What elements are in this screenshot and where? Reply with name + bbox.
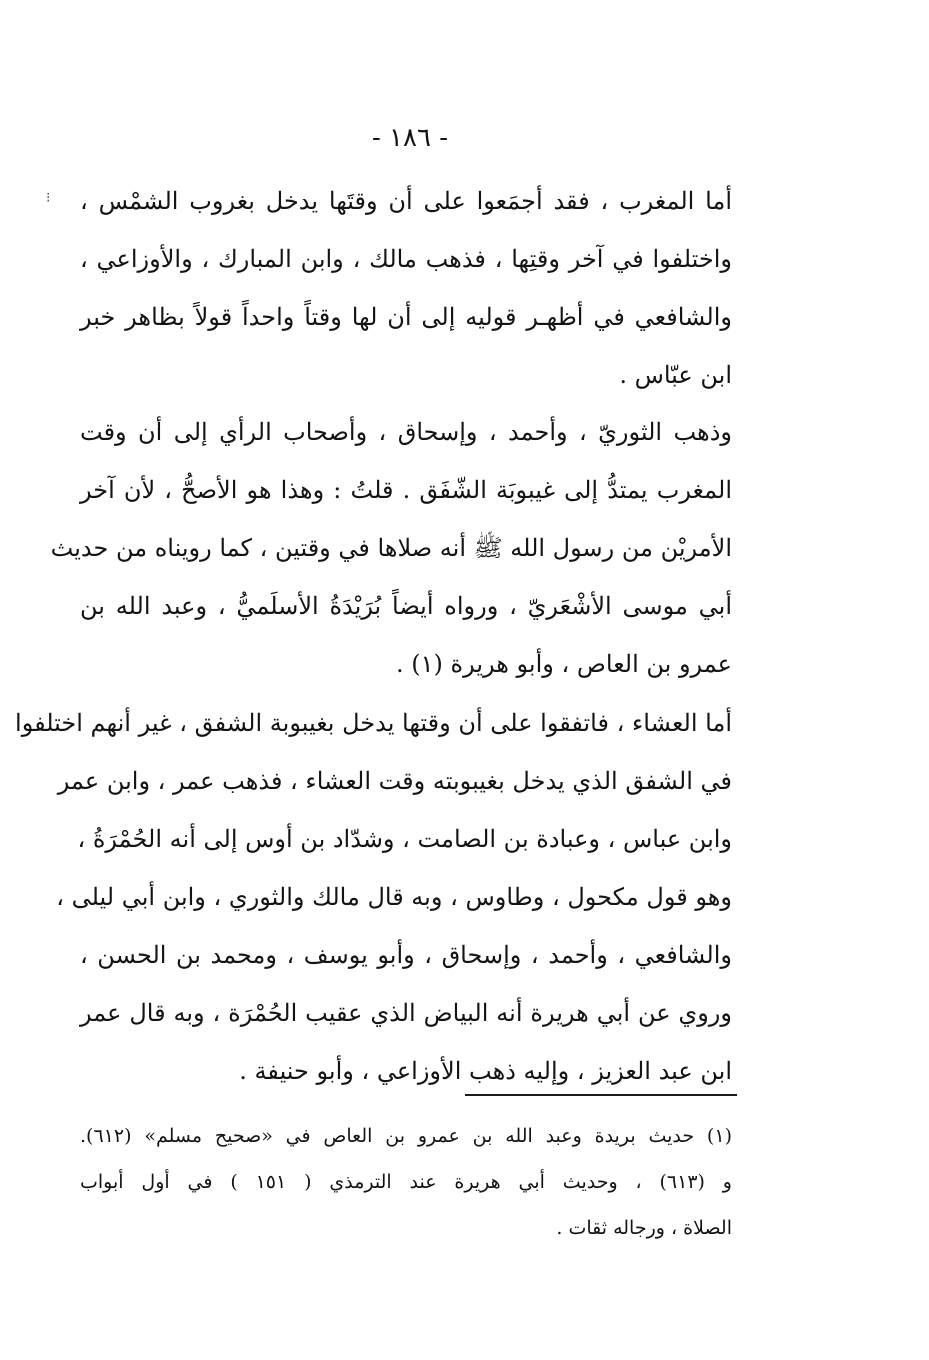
text-line: وروي عن أبي هريرة أنه البياض الذي عقيب الحُمْرَة ، وبه قال عمر bbox=[80, 999, 732, 1027]
text-line: واختلفوا في آخر وقتِها ، فذهب مالك ، وابن المبارك ، والأوزاعي ، bbox=[80, 245, 732, 273]
text-line: في الشفق الذي يدخل بغيبوبته وقت العشاء ، فذهب عمر ، وابن عمر bbox=[57, 767, 732, 795]
text-line: الأمريْن من رسول الله ﷺ أنه صلاها في وقتين ، كما رويناه من حديث bbox=[50, 534, 732, 562]
text-line: أما العشاء ، فاتفقوا على أن وقتها يدخل بغيبوبة الشفق ، غير أنهم اختلفوا bbox=[15, 709, 732, 737]
text-line: وهو قول مكحول ، وطاوس ، وبه قال مالك والثوري ، وابن أبي ليلى ، bbox=[56, 883, 732, 911]
paragraph-maghrib bbox=[80, 172, 732, 404]
text-line: وذهب الثوريّ ، وأحمد ، وإسحاق ، وأصحاب الرأي إلى أن وقت bbox=[80, 418, 732, 446]
footnote-divider bbox=[465, 1094, 737, 1096]
text-line: وابن عباس ، وعبادة بن الصامت ، وشدّاد بن أوس إلى أنه الحُمْرَةُ ، bbox=[77, 825, 732, 853]
text-line: والشافعي في أظهـر قوليه إلى أن لها وقتاً واحداً قولاً بظاهر خبر bbox=[80, 303, 732, 331]
text-line: المغرب يمتدُّ إلى غيبوبَة الشّفَق . قلتُ : وهذا هو الأصحُّ ، لأن آخر bbox=[80, 476, 732, 504]
footnote bbox=[80, 1113, 732, 1251]
footnote-line: (١) حديث بريدة وعبد الله بن عمرو بن العاص في «صحيح مسلم» (٦١٢). bbox=[80, 1125, 732, 1147]
text-line: أما المغرب ، فقد أجمَعوا على أن وقتَها يدخل بغروب الشمْس ، bbox=[80, 187, 733, 215]
text-line: أبي موسى الأشْعَريّ ، ورواه أيضاً بُرَيْدَةُ الأسلَميُّ ، وعبد الله بن bbox=[80, 592, 732, 620]
paragraph-isha bbox=[15, 694, 732, 1100]
footnote-line: و (٦١٣) ، وحديث أبي هريرة عند الترمذي ( ١٥١ ) في أول أبواب bbox=[80, 1171, 732, 1193]
text-line: ابن عبّاس . bbox=[619, 361, 732, 389]
text-line: والشافعي ، وأحمد ، وإسحاق ، وأبو يوسف ، ومحمد بن الحسن ، bbox=[80, 941, 732, 969]
paragraph-thawri bbox=[50, 403, 732, 693]
text-line: ابن عبد العزيز ، وإليه ذهب الأوزاعي ، وأبو حنيفة . bbox=[239, 1057, 732, 1085]
page-number: - ١٨٦ - bbox=[371, 123, 449, 153]
margin-mark: ⁝ bbox=[46, 190, 51, 206]
footnote-line: الصلاة ، ورجاله ثقات . bbox=[556, 1217, 732, 1239]
text-line: عمرو بن العاص ، وأبو هريرة (١) . bbox=[396, 650, 732, 678]
